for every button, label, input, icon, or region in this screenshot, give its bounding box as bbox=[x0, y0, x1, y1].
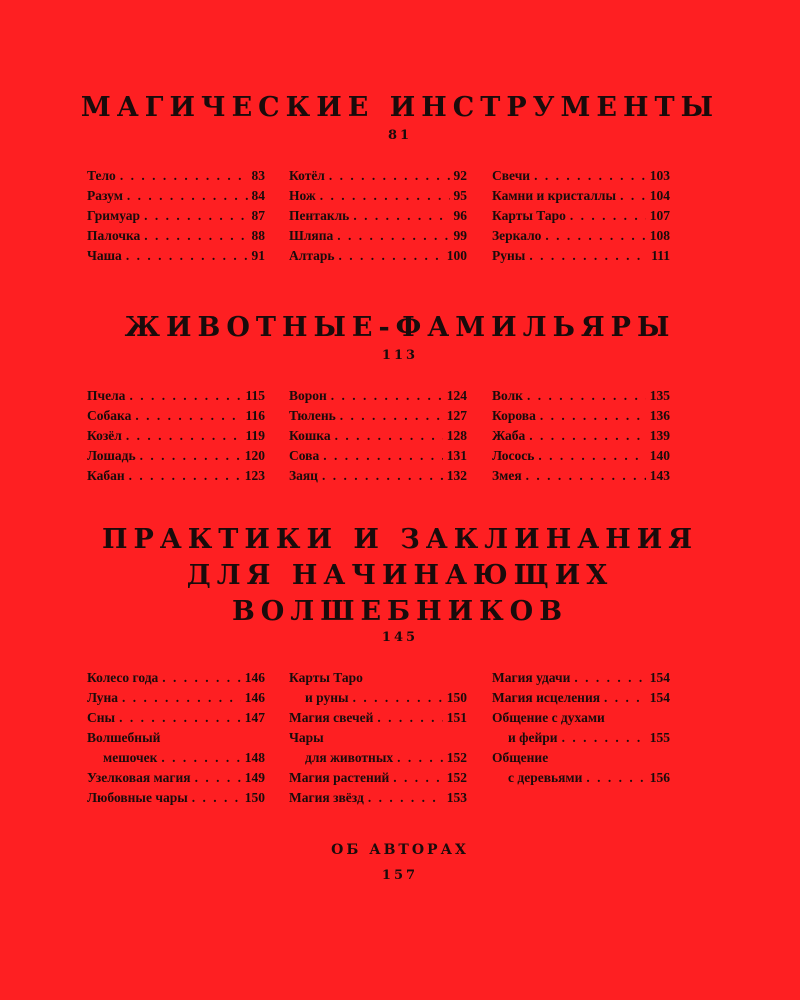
toc-entry-label: Карты Таро bbox=[289, 670, 363, 685]
toc-entry-page: 83 bbox=[251, 168, 265, 183]
toc-entry-label: Магия удачи bbox=[492, 670, 571, 685]
dot-leader bbox=[538, 446, 645, 466]
toc-entry bbox=[87, 186, 265, 206]
toc-entry-label: Палочка bbox=[87, 228, 141, 243]
toc-entry bbox=[87, 708, 265, 728]
section-title-practices-line1: ПРАКТИКИ И ЗАКЛИНАНИЯ bbox=[101, 524, 699, 555]
toc-entry-label: Тюлень bbox=[289, 408, 336, 423]
dot-leader bbox=[562, 728, 646, 748]
toc-entry-page: 88 bbox=[251, 228, 265, 243]
toc-entry bbox=[492, 206, 670, 226]
toc-entry-page: 103 bbox=[649, 168, 670, 183]
toc-entry bbox=[87, 226, 265, 246]
toc-entry bbox=[289, 186, 467, 206]
toc-entry-page: 84 bbox=[251, 188, 265, 203]
toc-column-1 bbox=[87, 386, 265, 486]
toc-entry-page: 143 bbox=[649, 468, 670, 483]
toc-entry-label: Котёл bbox=[289, 168, 325, 183]
toc-entry-page: 127 bbox=[446, 408, 467, 423]
dot-leader bbox=[337, 226, 449, 246]
toc-entry bbox=[289, 748, 467, 768]
about-authors-title: ОБ АВТОРАХ bbox=[331, 842, 469, 858]
toc-entry-label: Пентакль bbox=[289, 208, 350, 223]
dot-leader bbox=[195, 768, 241, 788]
dot-leader bbox=[127, 186, 248, 206]
toc-entry-page: 128 bbox=[446, 428, 467, 443]
toc-entry bbox=[87, 426, 265, 446]
dot-leader bbox=[393, 768, 442, 788]
section-page-number: 81 bbox=[387, 128, 413, 143]
toc-entry bbox=[492, 246, 670, 266]
toc-column-2 bbox=[289, 166, 467, 266]
toc-column-2 bbox=[289, 668, 467, 808]
toc-entry-label: Луна bbox=[87, 690, 119, 705]
dot-leader bbox=[604, 688, 646, 708]
toc-entry bbox=[492, 186, 670, 206]
toc-entry-label: и фейри bbox=[508, 730, 558, 745]
toc-entry-label: Кабан bbox=[87, 468, 125, 483]
toc-column-1 bbox=[87, 668, 265, 808]
toc-entry-label: Алтарь bbox=[289, 248, 335, 263]
toc-entry-page: 150 bbox=[446, 690, 467, 705]
toc-entry-page: 99 bbox=[453, 228, 467, 243]
toc-entry-page: 107 bbox=[649, 208, 670, 223]
toc-entry-title bbox=[87, 728, 265, 748]
dot-leader bbox=[323, 446, 443, 466]
dot-leader bbox=[397, 748, 443, 768]
toc-entry bbox=[289, 246, 467, 266]
toc-entry-page: 155 bbox=[649, 730, 670, 745]
toc-entry-label: Руны bbox=[492, 248, 526, 263]
toc-entry-page: 135 bbox=[649, 388, 670, 403]
toc-entry bbox=[289, 386, 467, 406]
toc-entry-page: 153 bbox=[446, 790, 467, 805]
dot-leader bbox=[162, 668, 240, 688]
dot-leader bbox=[545, 226, 645, 246]
toc-entry-page: 151 bbox=[446, 710, 467, 725]
dot-leader bbox=[126, 246, 248, 266]
toc-entry-label: Чаша bbox=[87, 248, 122, 263]
toc-entry bbox=[289, 426, 467, 446]
dot-leader bbox=[144, 226, 247, 246]
toc-entry-page: 154 bbox=[649, 670, 670, 685]
toc-entry bbox=[492, 406, 670, 426]
toc-entry-page: 148 bbox=[244, 750, 265, 765]
toc-entry-page: 115 bbox=[245, 388, 265, 403]
toc-entry-page: 139 bbox=[649, 428, 670, 443]
toc-entry-label: Волшебный bbox=[87, 730, 161, 745]
dot-leader bbox=[129, 466, 241, 486]
toc-entry-page: 100 bbox=[446, 248, 467, 263]
dot-leader bbox=[377, 708, 442, 728]
toc-entry bbox=[492, 426, 670, 446]
toc-entry-label: Свечи bbox=[492, 168, 531, 183]
toc-entry-page: 116 bbox=[245, 408, 265, 423]
toc-entry bbox=[289, 466, 467, 486]
dot-leader bbox=[119, 708, 241, 728]
toc-entry-label: Сны bbox=[87, 710, 116, 725]
toc-entry bbox=[87, 788, 265, 808]
toc-entry-page: 108 bbox=[649, 228, 670, 243]
toc-entry-label: Карты Таро bbox=[492, 208, 566, 223]
toc-entry bbox=[492, 166, 670, 186]
dot-leader bbox=[620, 186, 646, 206]
dot-leader bbox=[120, 166, 248, 186]
toc-entry bbox=[87, 166, 265, 186]
section-title-magic-tools: МАГИЧЕСКИЕ ИНСТРУМЕНТЫ bbox=[80, 92, 720, 123]
toc-entry-label: Шляпа bbox=[289, 228, 334, 243]
toc-entry-label: Змея bbox=[492, 468, 522, 483]
toc-entry-title bbox=[289, 728, 467, 748]
toc-entry bbox=[289, 406, 467, 426]
toc-entry-page: 146 bbox=[244, 670, 265, 685]
dot-leader bbox=[126, 426, 242, 446]
toc-entry-page: 150 bbox=[244, 790, 265, 805]
toc-entry-page: 95 bbox=[453, 188, 467, 203]
toc-entry-page: 120 bbox=[244, 448, 265, 463]
toc-entry bbox=[492, 668, 670, 688]
toc-entry-label: Заяц bbox=[289, 468, 318, 483]
dot-leader bbox=[122, 688, 241, 708]
dot-leader bbox=[192, 788, 241, 808]
toc-entry-label: Чары bbox=[289, 730, 324, 745]
section-title-practices-line3: ВОЛШЕБНИКОВ bbox=[231, 596, 569, 627]
toc-entry-page: 87 bbox=[251, 208, 265, 223]
dot-leader bbox=[331, 386, 443, 406]
toc-column-2 bbox=[289, 386, 467, 486]
dot-leader bbox=[335, 426, 443, 446]
dot-leader bbox=[534, 166, 646, 186]
toc-entry bbox=[87, 768, 265, 788]
toc-column-3 bbox=[492, 668, 670, 788]
toc-entry-page: 149 bbox=[244, 770, 265, 785]
toc-entry-page: 92 bbox=[453, 168, 467, 183]
section-page-number: 113 bbox=[381, 348, 419, 363]
toc-entry-page: 152 bbox=[446, 770, 467, 785]
toc-entry-label: Нож bbox=[289, 188, 316, 203]
toc-entry-page: 154 bbox=[649, 690, 670, 705]
toc-entry-label: Собака bbox=[87, 408, 132, 423]
toc-entry bbox=[87, 688, 265, 708]
toc-entry-page: 104 bbox=[649, 188, 670, 203]
toc-entry bbox=[289, 688, 467, 708]
toc-entry-label: Колесо года bbox=[87, 670, 159, 685]
toc-entry-label: Волк bbox=[492, 388, 523, 403]
dot-leader bbox=[353, 688, 443, 708]
section-page-number: 145 bbox=[381, 630, 419, 645]
dot-leader bbox=[322, 466, 443, 486]
toc-entry-title bbox=[289, 668, 467, 688]
toc-entry-label: Лосось bbox=[492, 448, 535, 463]
toc-entry bbox=[87, 748, 265, 768]
dot-leader bbox=[570, 206, 646, 226]
toc-entry-label: Лошадь bbox=[87, 448, 136, 463]
toc-entry-page: 111 bbox=[651, 248, 670, 263]
toc-entry-page: 132 bbox=[446, 468, 467, 483]
dot-leader bbox=[368, 788, 443, 808]
dot-leader bbox=[526, 466, 646, 486]
section-title-practices-line2: ДЛЯ НАЧИНАЮЩИХ bbox=[186, 560, 614, 591]
toc-entry bbox=[289, 166, 467, 186]
toc-entry-label: Узелковая магия bbox=[87, 770, 191, 785]
toc-entry bbox=[492, 688, 670, 708]
toc-entry-label: Разум bbox=[87, 188, 123, 203]
toc-entry bbox=[289, 708, 467, 728]
toc-entry-page: 146 bbox=[244, 690, 265, 705]
toc-entry-page: 152 bbox=[446, 750, 467, 765]
dot-leader bbox=[529, 426, 645, 446]
dot-leader bbox=[129, 386, 241, 406]
toc-entry bbox=[87, 446, 265, 466]
toc-entry-label: Общение bbox=[492, 750, 549, 765]
toc-entry bbox=[289, 788, 467, 808]
toc-entry-label: Тело bbox=[87, 168, 116, 183]
toc-entry-page: 131 bbox=[446, 448, 467, 463]
toc-entry-page: 147 bbox=[244, 710, 265, 725]
toc-column-3 bbox=[492, 386, 670, 486]
dot-leader bbox=[574, 668, 645, 688]
toc-entry-title bbox=[492, 748, 670, 768]
toc-entry-label: мешочек bbox=[103, 750, 158, 765]
toc-entry-page: 124 bbox=[446, 388, 467, 403]
dot-leader bbox=[144, 206, 247, 226]
toc-entry bbox=[87, 206, 265, 226]
toc-entry bbox=[289, 446, 467, 466]
toc-entry-label: Зеркало bbox=[492, 228, 542, 243]
toc-entry-label: Магия исцеления bbox=[492, 690, 601, 705]
toc-entry bbox=[492, 768, 670, 788]
toc-entry bbox=[492, 446, 670, 466]
toc-entry bbox=[87, 466, 265, 486]
toc-entry-page: 156 bbox=[649, 770, 670, 785]
dot-leader bbox=[135, 406, 241, 426]
about-authors-page: 157 bbox=[381, 868, 419, 883]
toc-entry-title bbox=[492, 708, 670, 728]
toc-entry-label: и руны bbox=[305, 690, 349, 705]
toc-entry-page: 136 bbox=[649, 408, 670, 423]
dot-leader bbox=[540, 406, 646, 426]
toc-entry-label: Сова bbox=[289, 448, 320, 463]
toc-column-1 bbox=[87, 166, 265, 266]
toc-entry-page: 96 bbox=[453, 208, 467, 223]
toc-entry-label: Магия свечей bbox=[289, 710, 374, 725]
toc-entry-label: Пчела bbox=[87, 388, 126, 403]
section-title-familiars: ЖИВОТНЫЕ-ФАМИЛЬЯРЫ bbox=[124, 312, 676, 343]
dot-leader bbox=[353, 206, 449, 226]
toc-entry bbox=[87, 246, 265, 266]
toc-entry-label: Гримуар bbox=[87, 208, 141, 223]
toc-entry-label: Любовные чары bbox=[87, 790, 188, 805]
toc-entry-label: Общение с духами bbox=[492, 710, 605, 725]
toc-entry bbox=[492, 728, 670, 748]
dot-leader bbox=[586, 768, 645, 788]
dot-leader bbox=[527, 386, 646, 406]
toc-entry bbox=[492, 386, 670, 406]
toc-entry-label: Козёл bbox=[87, 428, 122, 443]
toc-entry-page: 119 bbox=[245, 428, 265, 443]
dot-leader bbox=[140, 446, 241, 466]
toc-entry-label: Кошка bbox=[289, 428, 331, 443]
toc-entry-page: 91 bbox=[251, 248, 265, 263]
toc-entry bbox=[87, 386, 265, 406]
toc-entry bbox=[289, 226, 467, 246]
toc-entry bbox=[492, 466, 670, 486]
toc-entry-label: Ворон bbox=[289, 388, 327, 403]
dot-leader bbox=[161, 748, 240, 768]
dot-leader bbox=[339, 246, 443, 266]
dot-leader bbox=[340, 406, 443, 426]
toc-entry-label: Магия звёзд bbox=[289, 790, 364, 805]
toc-entry-label: с деревьями bbox=[508, 770, 583, 785]
toc-entry bbox=[492, 226, 670, 246]
toc-column-3 bbox=[492, 166, 670, 266]
dot-leader bbox=[320, 186, 450, 206]
toc-entry-label: Камни и кристаллы bbox=[492, 188, 617, 203]
toc-entry-label: для животных bbox=[305, 750, 394, 765]
toc-entry bbox=[87, 406, 265, 426]
toc-entry bbox=[289, 206, 467, 226]
toc-entry-page: 123 bbox=[244, 468, 265, 483]
toc-entry-label: Корова bbox=[492, 408, 536, 423]
dot-leader bbox=[529, 246, 647, 266]
toc-entry-page: 140 bbox=[649, 448, 670, 463]
dot-leader bbox=[329, 166, 450, 186]
toc-entry bbox=[289, 768, 467, 788]
toc-entry-label: Магия растений bbox=[289, 770, 390, 785]
toc-entry-label: Жаба bbox=[492, 428, 526, 443]
toc-entry bbox=[87, 668, 265, 688]
